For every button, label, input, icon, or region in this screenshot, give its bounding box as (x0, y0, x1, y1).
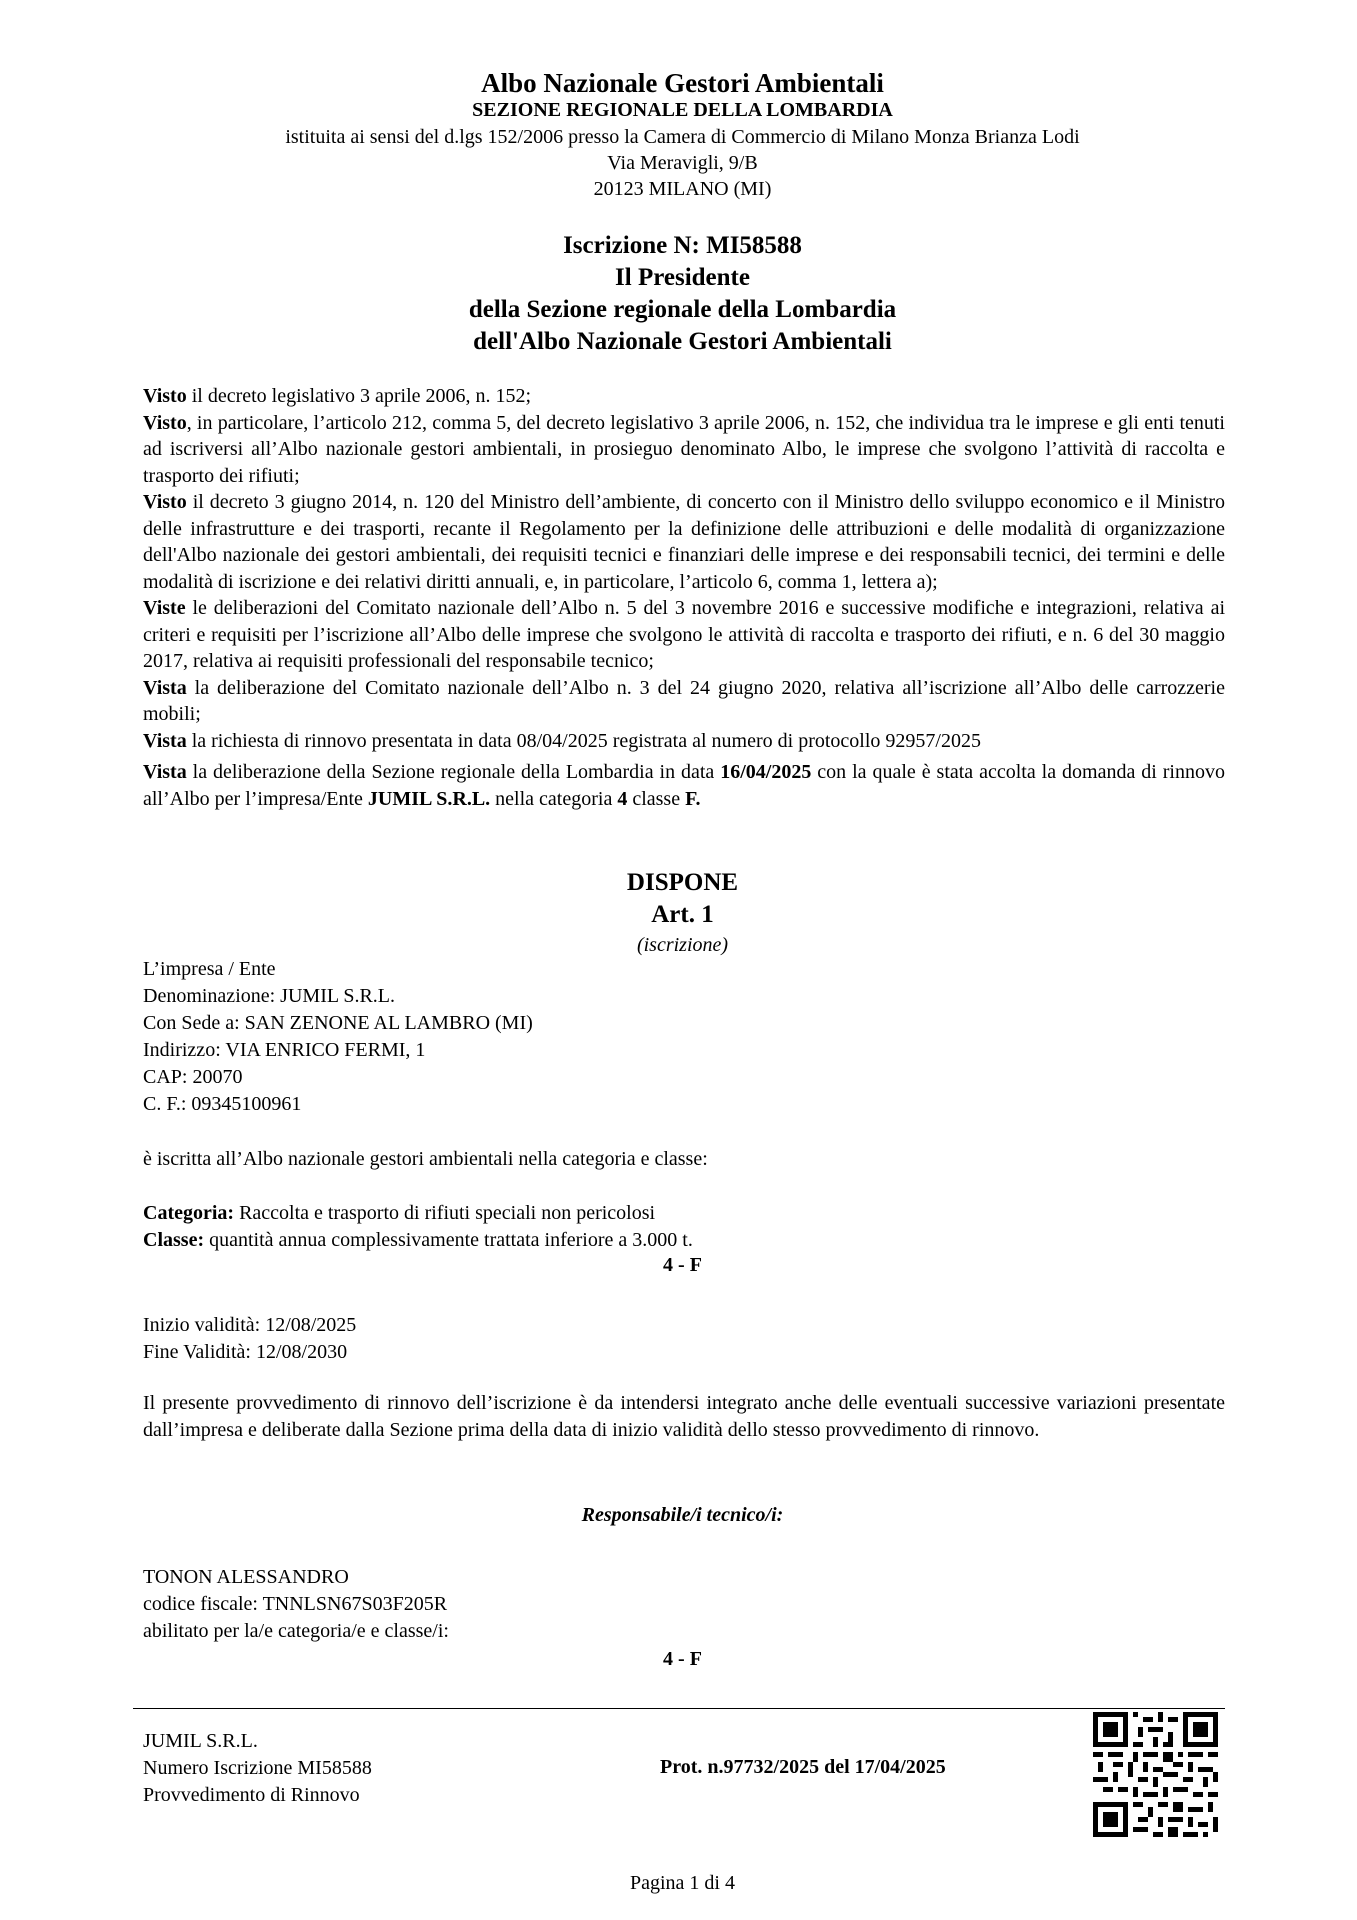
deliberation-text: nella categoria (490, 787, 618, 810)
preamble-lead: Vista (143, 729, 187, 752)
deliberation-company: JUMIL S.R.L. (367, 787, 491, 810)
preamble-paragraph (143, 675, 1225, 728)
technical-manager-name: TONON ALESSANDRO (143, 1566, 349, 1588)
preamble (143, 383, 1225, 812)
title-section: della Sezione regionale della Lombardia (468, 296, 897, 323)
preamble-text: il decreto 3 giugno 2014, n. 120 del Ministro dell’ambiente, di concerto con il Ministro dello sviluppo economico e il Ministro delle infrastrutture e dei trasporti, recante il Regolamento per la definizione delle attribuzioni e delle modalità di organizzazione dell'Albo nazionale dei gestori ambientali, dei requisiti tecnici e finanziari delle imprese e dei responsabili tecnici, dei termini e delle modalità di iscrizione e dei relativi diritti annuali, e, in particolare, l’articolo 6, comma 1, lettera a); (143, 491, 1225, 593)
deliberation-class: F. (685, 787, 701, 810)
footer-company: JUMIL S.R.L. (143, 1730, 258, 1752)
company-address: Indirizzo: VIA ENRICO FERMI, 1 (143, 1039, 426, 1061)
deliberation-text: la deliberazione della Sezione regionale della Lombardia in data (186, 761, 721, 783)
renewal-note: Il presente provvedimento di rinnovo dell’iscrizione è da intendersi integrato anche delle eventuali successive variazioni presentate dall’impresa e deliberate dalla Sezione prima della data di inizio validità dello stesso provvedimento di rinnovo. (143, 1392, 1225, 1441)
dispone-heading: DISPONE (626, 869, 739, 896)
preamble-lead: Visto (143, 411, 187, 434)
category-label: Categoria: (143, 1202, 235, 1224)
company-label: L’impresa / Ente (143, 958, 276, 980)
qr-code-icon (1093, 1712, 1218, 1837)
company-name: Denominazione: JUMIL S.R.L. (143, 985, 396, 1007)
class-label: Classe: (143, 1229, 205, 1251)
deliberation-text: con la quale è stata accolta la domanda di rinnovo all’Albo per l’impresa/Ente (143, 761, 1225, 810)
header-org-name: Albo Nazionale Gestori Ambientali (481, 68, 884, 98)
category-class-code: 4 - F (663, 1254, 702, 1276)
preamble-lead: Vista (143, 676, 187, 699)
registration-number: Iscrizione N: MI58588 (563, 232, 802, 259)
technical-manager (143, 1564, 1225, 1645)
preamble-paragraph-deliberation (143, 759, 1225, 812)
preamble-paragraph (143, 728, 1225, 755)
validity-block (143, 1312, 1225, 1366)
preamble-paragraph (143, 383, 1225, 410)
technical-manager-code: 4 - F (663, 1648, 702, 1670)
footer-info (143, 1728, 372, 1809)
preamble-text: la deliberazione del Comitato nazionale dell’Albo n. 3 del 24 giugno 2020, relativa all’iscrizione all’Albo delle carrozzerie mobili; (143, 676, 1225, 725)
footer-protocol: Prot. n.97732/2025 del 17/04/2025 (660, 1756, 946, 1778)
deliberation-date: 16/04/2025 (720, 761, 812, 783)
preamble-lead: Visto (143, 491, 187, 513)
header-section: SEZIONE REGIONALE DELLA LOMBARDIA (472, 99, 893, 121)
class-line (143, 1227, 1225, 1254)
company-cap: CAP: 20070 (143, 1066, 243, 1088)
footer-registration-number: Numero Iscrizione MI58588 (143, 1757, 372, 1779)
preamble-lead: Vista (143, 761, 187, 783)
preamble-text: il decreto legislativo 3 aprile 2006, n. 152; (186, 385, 532, 407)
preamble-text: la richiesta di rinnovo presentata in data 08/04/2025 registrata al numero di protocollo 92957/2025 (186, 729, 981, 752)
preamble-paragraph (143, 410, 1225, 490)
page-number: Pagina 1 di 4 (630, 1872, 735, 1894)
title-president: Il Presidente (615, 264, 750, 291)
footer-divider (133, 1708, 1225, 1709)
category-line (143, 1200, 1225, 1227)
registration-statement: è iscritta all’Albo nazionale gestori ambientali nella categoria e classe: (143, 1148, 708, 1170)
article-heading: Art. 1 (651, 901, 714, 928)
header-address: Via Meravigli, 9/B (607, 152, 758, 174)
header-city: 20123 MILANO (MI) (593, 178, 772, 200)
deliberation-category: 4 (617, 787, 628, 810)
preamble-paragraph (143, 489, 1225, 595)
company-seat: Con Sede a: SAN ZENONE AL LAMBRO (MI) (143, 1012, 533, 1034)
footer-document-type: Provvedimento di Rinnovo (143, 1784, 360, 1806)
company-tax-code: C. F.: 09345100961 (143, 1093, 302, 1115)
company-details (143, 956, 1225, 1118)
preamble-text: le deliberazioni del Comitato nazionale dell’Albo n. 5 del 3 novembre 2016 e successive modifiche e integrazioni, relativa ai criteri e requisiti per l’iscrizione all’Albo delle imprese che svolgono le attività di raccolta e trasporto dei rifiuti, e n. 6 del 30 maggio 2017, relativa ai requisiti professionali del responsabile tecnico; (143, 597, 1225, 672)
technical-manager-qualification: abilitato per la/e categoria/e e classe/i: (143, 1620, 449, 1642)
preamble-text: , in particolare, l’articolo 212, comma 5, del decreto legislativo 3 aprile 2006, n. 152, che individua tra le imprese e gli enti tenuti ad iscriversi all’Albo nazionale gestori ambientali, in prosieguo denominato Albo, le imprese che svolgono l’attività di raccolta e trasporto dei rifiuti; (143, 411, 1225, 487)
validity-end: Fine Validità: 12/08/2030 (143, 1341, 348, 1363)
technical-managers-heading: Responsabile/i tecnico/i: (581, 1504, 784, 1526)
category-value: Raccolta e trasporto di rifiuti speciali non pericolosi (234, 1202, 656, 1224)
category-class-block (143, 1200, 1225, 1254)
article-subtitle: (iscrizione) (636, 934, 729, 956)
deliberation-text: classe (627, 787, 686, 810)
preamble-paragraph (143, 595, 1225, 675)
class-value: quantità annua complessivamente trattata inferiore a 3.000 t. (204, 1229, 693, 1251)
header-legal-basis: istituita ai sensi del d.lgs 152/2006 presso la Camera di Commercio di Milano Monza Brianza Lodi (285, 126, 1080, 148)
preamble-lead: Viste (143, 597, 186, 619)
technical-manager-tax-code: codice fiscale: TNNLSN67S03F205R (143, 1593, 448, 1615)
validity-start: Inizio validità: 12/08/2025 (143, 1314, 357, 1336)
title-albo: dell'Albo Nazionale Gestori Ambientali (473, 328, 892, 355)
preamble-lead: Visto (143, 385, 187, 407)
